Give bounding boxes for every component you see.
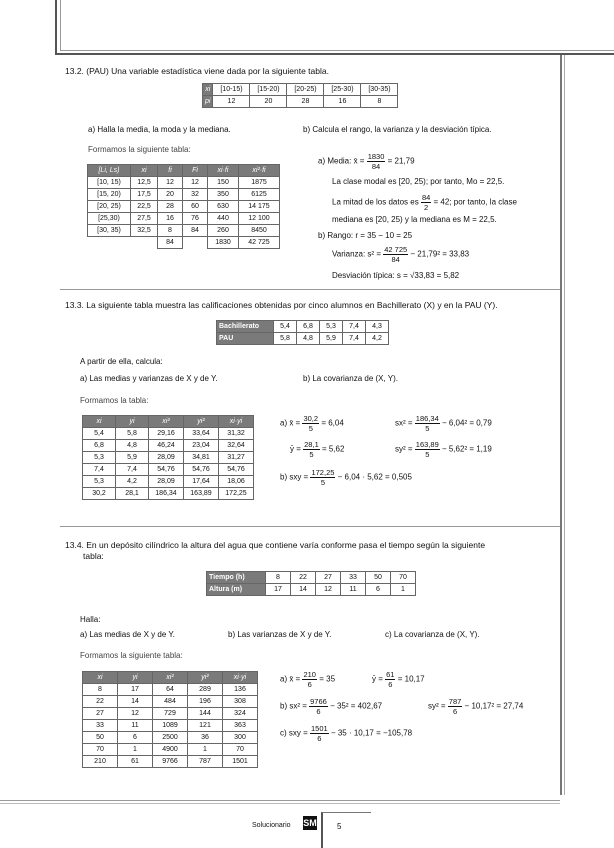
table-row <box>83 720 258 732</box>
table-cell: 22,5 <box>131 201 158 213</box>
table-cell: 14 <box>291 584 316 596</box>
table-cell: 484 <box>153 696 188 708</box>
form-label: Formamos la siguiente tabla: <box>88 145 191 154</box>
col-header: yi² <box>184 416 219 428</box>
table-cell: 17 <box>266 584 291 596</box>
table-cell: 8 <box>158 225 183 237</box>
table-row <box>88 213 280 225</box>
col-header: Fi <box>183 165 208 177</box>
table-cell: 33 <box>83 720 118 732</box>
cell: 28 <box>287 96 324 108</box>
col-header: yi <box>118 672 153 684</box>
table-row <box>88 177 280 189</box>
table-cell: 33 <box>341 572 366 584</box>
table-cell: 6,8 <box>297 321 320 333</box>
footer-rule-2 <box>0 803 560 804</box>
table-cell: 308 <box>223 696 258 708</box>
table-row <box>83 696 258 708</box>
table-row <box>83 428 254 440</box>
table-cell: 11 <box>341 584 366 596</box>
table-cell: 163,89 <box>184 488 219 500</box>
table-cell: 440 <box>208 213 239 225</box>
table-cell: 5,8 <box>274 333 297 345</box>
totals-row <box>88 237 280 249</box>
media-line: a) Media: x̄ = $\frac{1830}{84}$ = 21,79 <box>318 152 415 171</box>
table-cell: 16 <box>158 213 183 225</box>
table-cell: 1 <box>118 744 153 756</box>
table-cell: 76 <box>183 213 208 225</box>
table-cell: 61 <box>118 756 153 768</box>
table-row <box>88 201 280 213</box>
table-cell: 363 <box>223 720 258 732</box>
halla: Halla: <box>80 615 101 624</box>
table-cell: 196 <box>188 696 223 708</box>
given-table-13-2 <box>202 83 398 108</box>
table-cell: 2500 <box>153 732 188 744</box>
table-cell: 260 <box>208 225 239 237</box>
table-cell: 4,8 <box>297 333 320 345</box>
table-cell: 8450 <box>239 225 280 237</box>
table-cell: 350 <box>208 189 239 201</box>
table-13-3 <box>82 415 254 500</box>
var-x: sx² = $\frac{186,34}{5}$ − 6,04² = 0,79 <box>395 414 492 433</box>
col-header: xi <box>83 416 116 428</box>
table-cell: 7,4 <box>83 464 116 476</box>
table-cell: 27 <box>83 708 118 720</box>
mean-x: a) x̄ = $\frac{210}{6}$ = 35 <box>280 670 336 689</box>
table-cell: 121 <box>188 720 223 732</box>
table-cell: 4,2 <box>366 333 389 345</box>
table-cell: 17 <box>118 684 153 696</box>
table-cell: 5,9 <box>116 452 149 464</box>
question-a: a) Halla la media, la moda y la mediana. <box>88 125 231 134</box>
table-13-4 <box>82 671 258 768</box>
col-header: xi² <box>149 416 184 428</box>
table-row <box>88 225 280 237</box>
table-cell: 136 <box>223 684 258 696</box>
var-x: b) sx² = $\frac{9766}{6}$ − 35² = 402,67 <box>280 697 383 716</box>
var-y: sy² = $\frac{787}{6}$ − 10,17² = 27,74 <box>428 697 524 716</box>
table-cell: 5,3 <box>320 321 343 333</box>
mitad-line: La mitad de los datos es $\frac{84}{2}$ = 42; por tanto, la clase <box>332 193 517 212</box>
cell: 8 <box>361 96 398 108</box>
table-cell: 7,4 <box>343 333 366 345</box>
table-cell: [20, 25) <box>88 201 131 213</box>
totals-row <box>83 488 254 500</box>
header-xi: xi <box>203 84 213 96</box>
table-cell: [25,30) <box>88 213 131 225</box>
col-header: xi² <box>153 672 188 684</box>
table-cell: 27,5 <box>131 213 158 225</box>
table-cell: 5,8 <box>116 428 149 440</box>
problem-13-3-title: 13.3. La siguiente tabla muestra las calificaciones obtenidas por cinco alumnos en Bachillerato (X) y en la PAU (Y). <box>65 300 498 310</box>
table-cell: 172,25 <box>219 488 254 500</box>
table-row <box>83 452 254 464</box>
covariance: c) sxy = $\frac{1501}{6}$ − 35 · 10,17 = −105,78 <box>280 724 413 743</box>
table-cell: 324 <box>223 708 258 720</box>
table-cell <box>183 237 208 249</box>
table-row <box>83 476 254 488</box>
col-header: xi²·fi <box>239 165 280 177</box>
table-cell: 32,64 <box>219 440 254 452</box>
table-cell: 150 <box>208 177 239 189</box>
moda-line: La clase modal es [20, 25); por tanto, Mo = 22,5. <box>332 177 505 186</box>
table-cell: 84 <box>183 225 208 237</box>
table-cell: 1 <box>188 744 223 756</box>
table-row <box>83 732 258 744</box>
table-cell: 70 <box>223 744 258 756</box>
table-cell: 17,64 <box>184 476 219 488</box>
table-cell: 28,09 <box>149 452 184 464</box>
table-cell: 34,81 <box>184 452 219 464</box>
table-cell: 20 <box>158 189 183 201</box>
table-cell <box>88 237 131 249</box>
var-y: sy² = $\frac{163,89}{5}$ − 5,62² = 1,19 <box>395 440 492 459</box>
mean-y: ȳ = $\frac{28,1}{5}$ = 5,62 <box>290 440 345 459</box>
footer-rule <box>0 800 560 801</box>
question-a: a) Las medias de X y de Y. <box>80 630 175 639</box>
mediana-line: mediana es [20, 25) y la mediana es M = 22,5. <box>332 215 497 224</box>
table-cell: 32,5 <box>131 225 158 237</box>
question-b: b) Las varianzas de X y de Y. <box>228 630 332 639</box>
cell: [30-35) <box>361 84 398 96</box>
cell: 16 <box>324 96 361 108</box>
table-cell: 42 725 <box>239 237 280 249</box>
table-cell: 1089 <box>153 720 188 732</box>
col-header: yi² <box>188 672 223 684</box>
table-cell: 12,5 <box>131 177 158 189</box>
given-table-13-4 <box>206 571 416 596</box>
table-cell: 23,04 <box>184 440 219 452</box>
table-cell: [10, 15) <box>88 177 131 189</box>
totals-row <box>83 756 258 768</box>
question-b: b) Calcula el rango, la varianza y la desviación típica. <box>303 125 492 134</box>
top-frame <box>55 0 614 55</box>
table-cell: 27 <box>316 572 341 584</box>
col-header: xi·yi <box>219 416 254 428</box>
table-cell: 31,27 <box>219 452 254 464</box>
table-cell: [30, 35) <box>88 225 131 237</box>
table-cell: 5,3 <box>83 452 116 464</box>
table-row <box>83 464 254 476</box>
divider <box>60 289 560 290</box>
cell: [10-15) <box>213 84 250 96</box>
table-cell: 630 <box>208 201 239 213</box>
table-cell: 28 <box>158 201 183 213</box>
table-cell: 300 <box>223 732 258 744</box>
table-cell: 4,2 <box>116 476 149 488</box>
table-cell: 12 <box>118 708 153 720</box>
col-header: xi·yi <box>223 672 258 684</box>
form-label: Formamos la siguiente tabla: <box>80 651 183 660</box>
table-cell: 32 <box>183 189 208 201</box>
table-row <box>88 189 280 201</box>
col-header: yi <box>116 416 149 428</box>
table-cell: 1875 <box>239 177 280 189</box>
table-cell <box>131 237 158 249</box>
form-label: Formamos la tabla: <box>80 396 149 405</box>
table-cell: 70 <box>83 744 118 756</box>
row-label: Bachillerato <box>217 321 274 333</box>
table-cell: 12 100 <box>239 213 280 225</box>
table-row <box>83 708 258 720</box>
table-cell: 31,32 <box>219 428 254 440</box>
question-b: b) La covarianza de (X, Y). <box>303 374 399 383</box>
table-cell: 14 <box>118 696 153 708</box>
cell: [25-30) <box>324 84 361 96</box>
sm-logo-icon: SM <box>303 818 317 828</box>
col-header: xi <box>83 672 118 684</box>
rango-line: b) Rango: r = 35 − 10 = 25 <box>318 231 413 240</box>
mean-x: a) x̄ = $\frac{30,2}{5}$ = 6,04 <box>280 414 344 433</box>
table-cell: 9766 <box>153 756 188 768</box>
table-cell: 22 <box>291 572 316 584</box>
table-cell: 18,06 <box>219 476 254 488</box>
table-cell: 7,4 <box>116 464 149 476</box>
table-cell: 36 <box>188 732 223 744</box>
table-cell: 50 <box>83 732 118 744</box>
table-cell: 289 <box>188 684 223 696</box>
table-cell: 60 <box>183 201 208 213</box>
table-cell: 4,8 <box>116 440 149 452</box>
table-cell: 186,34 <box>149 488 184 500</box>
cell: [20-25) <box>287 84 324 96</box>
cell: [15-20) <box>250 84 287 96</box>
row-label: PAU <box>217 333 274 345</box>
table-cell: [15, 20) <box>88 189 131 201</box>
table-cell: 6125 <box>239 189 280 201</box>
table-cell: 12 <box>158 177 183 189</box>
table-cell: 1830 <box>208 237 239 249</box>
freq-table-13-2 <box>87 164 280 249</box>
table-cell: 8 <box>83 684 118 696</box>
col-header: xi·fi <box>208 165 239 177</box>
question-c: c) La covarianza de (X, Y). <box>385 630 480 639</box>
page-number: 5 <box>337 822 342 831</box>
table-cell: 30,2 <box>83 488 116 500</box>
table-cell: 210 <box>83 756 118 768</box>
table-cell: 64 <box>153 684 188 696</box>
table-cell: 12 <box>316 584 341 596</box>
covariance: b) sxy = $\frac{172,25}{5}$ − 6,04 · 5,62 = 0,505 <box>280 468 412 487</box>
col-header: fi <box>158 165 183 177</box>
intro: A partir de ella, calcula: <box>80 357 163 366</box>
table-cell: 729 <box>153 708 188 720</box>
table-cell: 54,76 <box>219 464 254 476</box>
table-row <box>83 440 254 452</box>
row-label: Tiempo (h) <box>207 572 266 584</box>
col-header: [Li, Ls) <box>88 165 131 177</box>
table-cell: 22 <box>83 696 118 708</box>
table-cell: 4900 <box>153 744 188 756</box>
right-rule-inner <box>564 55 565 795</box>
table-cell: 11 <box>118 720 153 732</box>
cell: 12 <box>213 96 250 108</box>
problem-13-2-title: 13.2. (PAU) Una variable estadística viene dada por la siguiente tabla. <box>65 66 329 76</box>
varianza-line: Varianza: s² = $\frac{42 725}{84}$ − 21,79² = 33,83 <box>332 245 470 264</box>
table-row <box>83 744 258 756</box>
cell: 20 <box>250 96 287 108</box>
mean-y: ȳ = $\frac{61}{6}$ = 10,17 <box>372 670 425 689</box>
table-cell: 28,1 <box>116 488 149 500</box>
table-cell: 6 <box>118 732 153 744</box>
table-cell: 5,4 <box>83 428 116 440</box>
page-number-box <box>321 812 371 848</box>
row-label: Altura (m) <box>207 584 266 596</box>
table-cell: 5,4 <box>274 321 297 333</box>
given-table-13-3 <box>216 320 389 345</box>
table-cell: 28,09 <box>149 476 184 488</box>
desviacion-line: Desviación típica: s = √33,83 = 5,82 <box>332 271 460 280</box>
table-cell: 33,64 <box>184 428 219 440</box>
table-cell: 14 175 <box>239 201 280 213</box>
table-cell: 84 <box>158 237 183 249</box>
table-cell: 1 <box>391 584 416 596</box>
header-pi: pi <box>203 96 213 108</box>
table-cell: 4,3 <box>366 321 389 333</box>
table-cell: 50 <box>366 572 391 584</box>
table-cell: 144 <box>188 708 223 720</box>
table-cell: 7,4 <box>343 321 366 333</box>
table-cell: 787 <box>188 756 223 768</box>
table-cell: 6 <box>366 584 391 596</box>
divider <box>60 526 560 527</box>
table-cell: 46,24 <box>149 440 184 452</box>
table-cell: 5,3 <box>83 476 116 488</box>
table-cell: 1501 <box>223 756 258 768</box>
problem-13-4-title-2: tabla: <box>83 551 104 561</box>
table-cell: 8 <box>266 572 291 584</box>
table-cell: 12 <box>183 177 208 189</box>
question-a: a) Las medias y varianzas de X y de Y. <box>80 374 218 383</box>
col-header: xi <box>131 165 158 177</box>
footer-brand: Solucionario <box>252 822 291 829</box>
table-row <box>83 684 258 696</box>
table-cell: 54,76 <box>149 464 184 476</box>
table-cell: 5,9 <box>320 333 343 345</box>
table-cell: 29,16 <box>149 428 184 440</box>
table-cell: 54,76 <box>184 464 219 476</box>
table-cell: 70 <box>391 572 416 584</box>
table-cell: 17,5 <box>131 189 158 201</box>
table-cell: 6,8 <box>83 440 116 452</box>
right-rule <box>560 55 562 795</box>
problem-13-4-title: 13.4. En un depósito cilíndrico la altura del agua que contiene varía conforme pasa el tiempo según la siguiente <box>65 540 486 550</box>
